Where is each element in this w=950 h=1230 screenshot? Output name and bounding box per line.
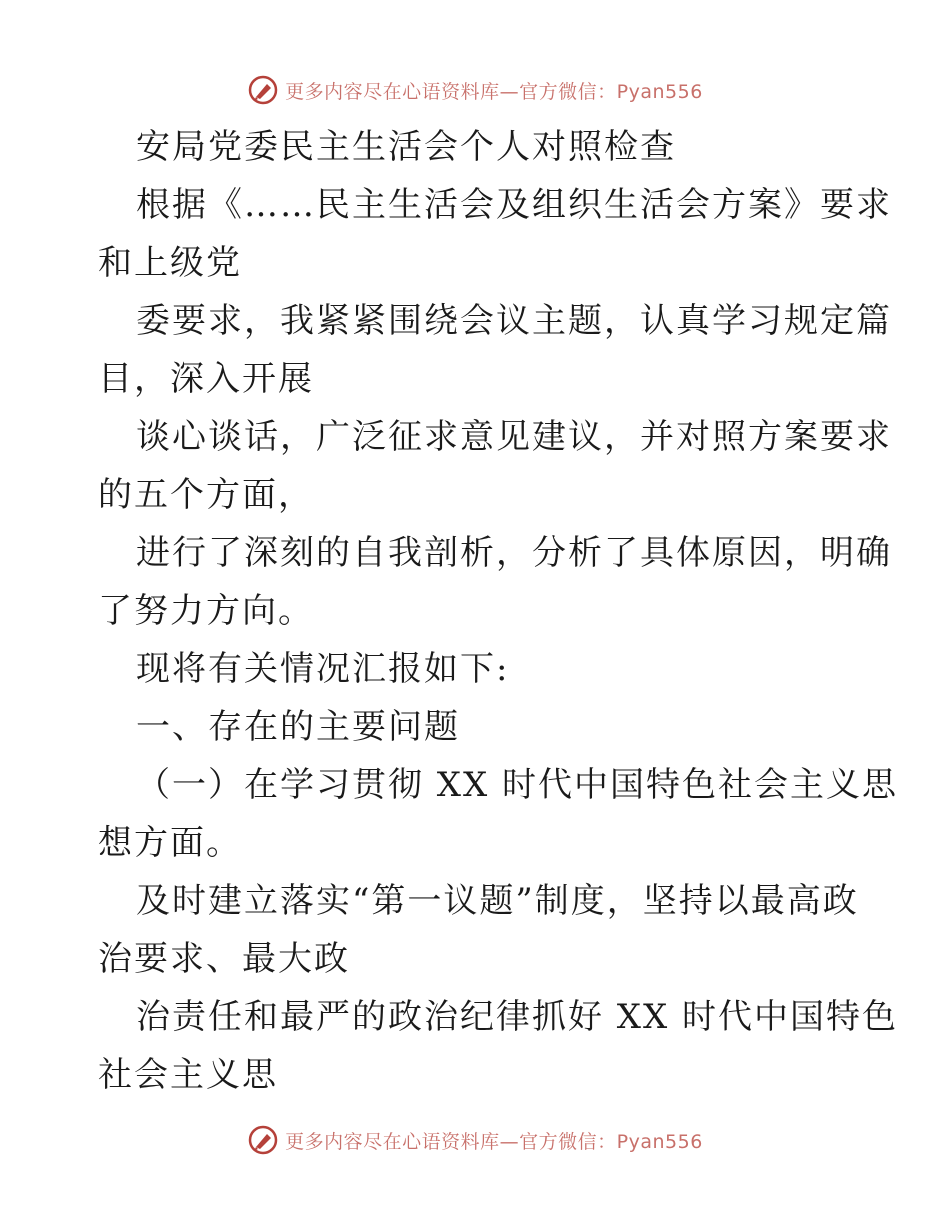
document-line: 想方面。 xyxy=(98,823,242,863)
watermark-text: 更多内容尽在心语资料库—官方微信：Pyan556 xyxy=(285,80,703,103)
document-line: 进行了深刻的自我剖析，分析了具体原因，明确 xyxy=(136,533,892,573)
document-line: 一、存在的主要问题 xyxy=(136,707,460,747)
pen-nib-logo-icon xyxy=(247,74,279,106)
watermark-text: 更多内容尽在心语资料库—官方微信：Pyan556 xyxy=(285,1130,703,1153)
document-line: 根据《……民主生活会及组织生活会方案》要求 xyxy=(136,185,892,225)
document-line: 及时建立落实“第一议题”制度，坚持以最高政 xyxy=(136,881,859,921)
document-line: 安局党委民主生活会个人对照检查 xyxy=(136,127,676,167)
document-line: （一）在学习贯彻 XX 时代中国特色社会主义思 xyxy=(136,765,899,805)
document-line: 治要求、最大政 xyxy=(98,939,350,979)
document-line: 和上级党 xyxy=(98,243,242,283)
document-line: 委要求，我紧紧围绕会议主题，认真学习规定篇 xyxy=(136,301,892,341)
document-line: 了努力方向。 xyxy=(98,591,314,631)
document-body xyxy=(98,118,899,1104)
document-line: 目，深入开展 xyxy=(98,359,314,399)
document-line: 现将有关情况汇报如下: xyxy=(136,649,510,689)
document-line: 的五个方面， xyxy=(98,475,314,515)
document-line: 谈心谈话，广泛征求意见建议，并对照方案要求 xyxy=(136,417,892,457)
document-line: 社会主义思 xyxy=(98,1055,278,1095)
pen-nib-logo-icon xyxy=(247,1124,279,1156)
document-line: 治责任和最严的政治纪律抓好 XX 时代中国特色 xyxy=(136,997,899,1037)
header-watermark-banner xyxy=(0,70,950,110)
footer-watermark-banner xyxy=(0,1120,950,1160)
